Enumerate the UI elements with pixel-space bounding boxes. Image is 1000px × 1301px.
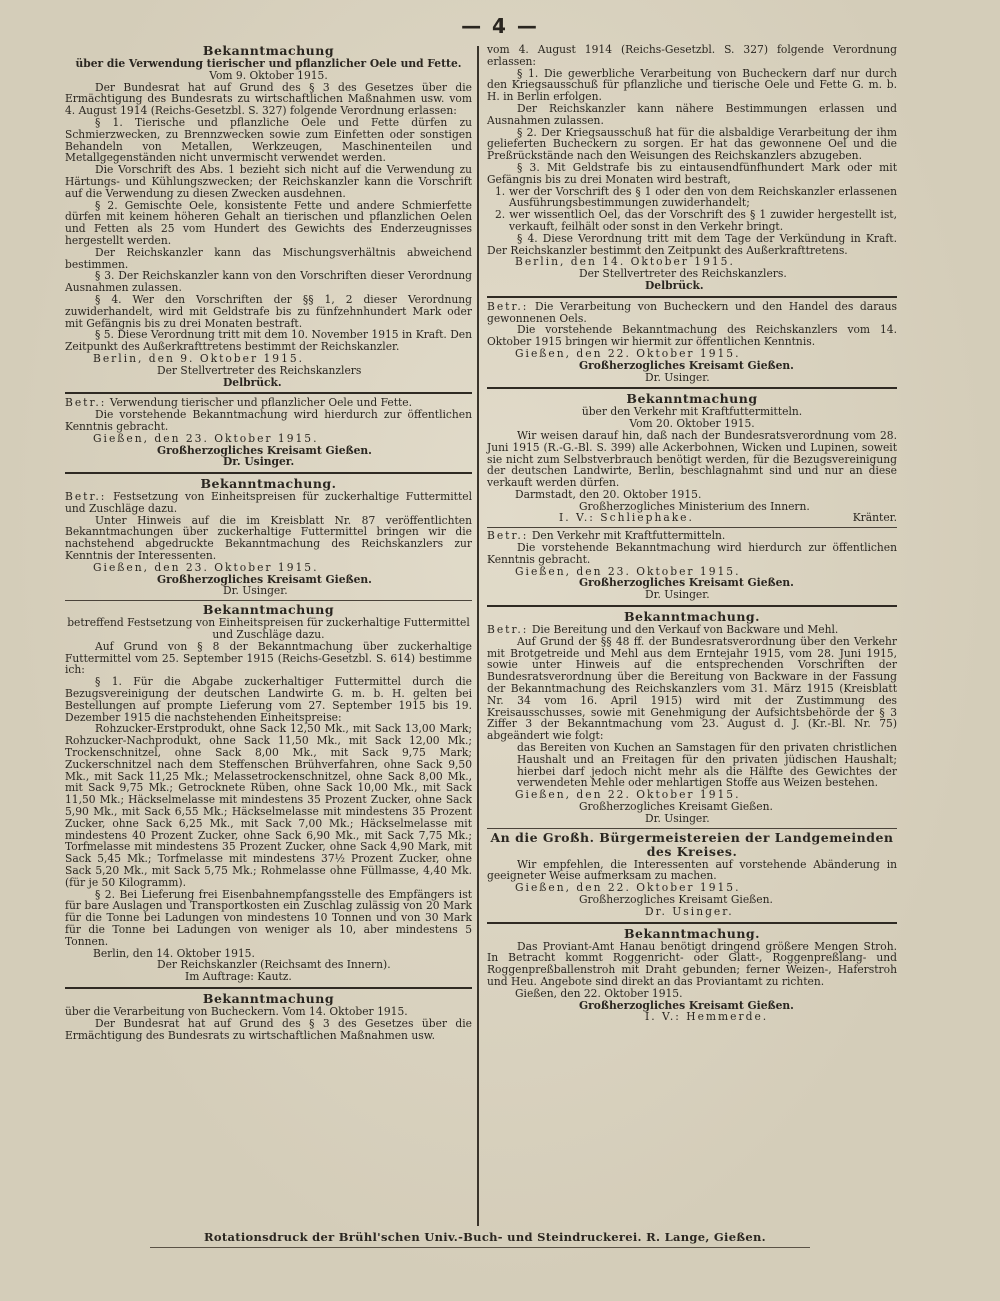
paragraph: Auf Grund der §§ 48 ff. der Bundesratsverordnung über den Verkehr mit Brotgetreide und Mehl aus dem Erntejahr 1915, vom 28. Juni 1915, sowie unter Hinweis auf die entsprechenden Vorschriften der Bundesratsverordnung über die Bereitung von Backware in der Fassung der Bekanntmachung des Reichskanzlers vom 31. März 1915 (Kreisblatt Nr. 34 vom 16. April 1915) wird mit der Zustimmung des Kreisausschusses, sowie mit Genehmigung der Aufsichtsbehörde der § 3 Ziffer 3 der Bekanntmachung vom 23. August d. J. (Kr.-Bl. Nr. 75) abgeändert wie folgt: (487, 634, 897, 743)
place-date: Berlin, den 14. Oktober 1915. (93, 946, 255, 960)
betr-label: Betr.: (487, 623, 529, 637)
section-divider (487, 605, 897, 607)
notice-title: Bekanntmachung (626, 391, 758, 407)
paragraph: § 1. Die gewerbliche Verarbeitung von Bucheckern darf nur durch den Kriegsausschuß für pflanzliche und tierische Oele und Fette G. m. b. H. in Berlin erfolgen. (487, 66, 897, 104)
place-date: Gießen, den 22. Oktober 1915. (515, 986, 683, 1000)
signature-name: I. V.: Hemmerde. (645, 1010, 769, 1024)
paragraph: Die vorstehende Bekanntmachung wird hierdurch zur öffentlichen Kenntnis gebracht. (65, 408, 472, 433)
paragraph: § 5. Diese Verordnung tritt mit dem 10. November 1915 in Kraft. Den Zeitpunkt des Außerkrafttretens bestimmt der Reichskanzler. (65, 328, 472, 354)
notice-title: Bekanntmachung (202, 43, 335, 58)
signature-name: Delbrück. (223, 375, 282, 389)
list-item: 2. wer wissentlich Oel, das der Vorschrift des § 1 zuwider hergestellt ist, verkauft, feilhält oder sonst in den Verkehr bringt. (495, 208, 897, 233)
notice-title: Bekanntmachung (202, 990, 335, 1006)
page-number: — 4 — (461, 14, 539, 38)
place-date: Gießen, den 23. Oktober 1915. (93, 431, 319, 445)
notice-title: Bekanntmachung. (200, 476, 337, 492)
paragraph: vom 4. August 1914 (Reichs-Gesetzbl. S. 327) folgende Verordnung erlassen: (487, 43, 897, 68)
signature-title: Der Reichskanzler (Reichsamt des Innern). (157, 958, 391, 972)
paragraph: § 2. Der Kriegsausschuß hat für die alsbaldige Verarbeitung der ihm gelieferten Bucheckern zu sorgen. Er hat das gewonnene Oel und die Preßrückstände nach den Weisungen des Reichskanzlers abzugeben. (487, 125, 897, 163)
paragraph: § 3. Mit Geldstrafe bis zu eintausendfünfhundert Mark oder mit Gefängnis bis zu drei Monaten wird bestraft, (487, 160, 897, 186)
paragraph: Der Bundesrat hat auf Grund des § 3 des Gesetzes über die Ermächtigung des Bundesrats zu wirtschaftlichen Maßnahmen usw. vom 4. August 1914 (Reichs-Gesetzbl. S. 327) folgende Verordnung erlassen: (65, 80, 472, 118)
signature-name: Dr. Usinger. (645, 370, 710, 384)
section-divider (487, 296, 897, 298)
paragraph: Der Bundesrat hat auf Grund des § 3 des Gesetzes über die Ermächtigung des Bundesrats zu wirtschaftlichen Maßnahmen usw. (65, 1016, 472, 1042)
betr-label: Betr.: (487, 299, 529, 313)
notice-futter (65, 477, 472, 597)
signature-title: Der Stellvertreter des Reichskanzlers. (579, 267, 787, 281)
section-divider (487, 828, 897, 829)
paragraph: Wir empfehlen, die Interessenten auf vorstehende Abänderung in geeigneter Weise aufmerksam zu machen. (487, 857, 897, 883)
place-date: Gießen, den 22. Oktober 1915. (515, 788, 741, 802)
price-list: Rohzucker-Erstprodukt, ohne Sack 12,50 Mk., mit Sack 13,00 Mark; Rohzucker-Nachprodukt, ohne Sack 11,50 Mk., mit Sack 12,00 Mk.; Trockenschnitzel, ohne Sack 8,00 Mk., mit Sack 9,75 Mark; Zuckerschnitzel nach dem Steffenschen Brühverfahren, ohne Sack 9,50 Mk., mit Sack 11,25 Mk.; Melassetrockenschnitzel, ohne Sack 8,00 Mk., mit Sack 9,75 Mk.; Getrocknete Rüben, ohne Sack 10,00 Mk., mit Sack 11,50 Mk.; Häckselmelasse mit mindestens 35 Prozent Zucker, ohne Sack 5,90 Mk., mit Sack 6,55 Mk.; Häckselmelasse mit mindestens 35 Prozent Zucker, ohne Sack 6,25 Mk., mit Sack 7,00 Mk.; Häckselmelasse mit mindestens 40 Prozent Zucker, ohne Sack 6,90 Mk., mit Sack 7,75 Mk.; Torfmelasse mit mindestens 35 Prozent Zucker, ohne Sack 4,90 Mark, mit Sack 5,45 Mk.; Torfmelasse mit mindestens 37½ Prozent Zucker, ohne Sack 5,20 Mk., mit Sack 5,75 Mk.; Rohmelasse ohne Füllmasse, 4,40 Mk. (für je 50 Kilogramm). (65, 722, 472, 889)
place-date: Berlin, den 14. Oktober 1915. (515, 255, 735, 269)
place-date: Gießen, den 23. Oktober 1915. (93, 560, 319, 574)
notice-proviant (487, 927, 897, 1024)
signature-name: Dr. Usinger. (645, 904, 734, 918)
notice-subtitle: über den Verkehr mit Kraftfuttermitteln. (581, 405, 803, 419)
paragraph: Auf Grund von § 8 der Bekanntmachung über zuckerhaltige Futtermittel vom 25. September 1915 (Reichs-Gesetzbl. S. 614) bestimme ich: (65, 639, 472, 677)
notice-subtitle: über die Verwendung tierischer und pflanzlicher Oele und Fette. (75, 57, 462, 70)
betr-subject: Verwendung tierischer und pflanzlicher Oele und Fette. (109, 396, 413, 410)
notice-bucheckern (65, 992, 472, 1041)
section-divider (487, 527, 897, 528)
notice-betr-oele (65, 397, 472, 468)
paragraph: Das Proviant-Amt Hanau benötigt dringend größere Mengen Stroh. In Betracht kommt Roggenricht- oder Glatt-, Roggenpreßlang- und Roggenpreßballenstroh mit Draht gebunden; ferner Weizen-, Haferstroh und Heu. Angebote sind direkt an das Proviantamt zu richten. (487, 939, 897, 988)
betr-subject: Die Bereitung und den Verkauf von Backware und Mehl. (531, 623, 839, 637)
section-divider (487, 922, 897, 924)
column-divider (477, 46, 479, 1226)
paragraph: § 3. Der Reichskanzler kann von den Vorschriften dieser Verordnung Ausnahmen zulassen. (65, 269, 472, 295)
place-date: Gießen, den 23. Oktober 1915. (515, 564, 741, 578)
betr-subject: Festsetzung von Einheitspreisen für zuckerhaltige Futtermittel und Zuschläge dazu. (65, 490, 472, 515)
office-name: Großherzogliches Ministerium des Innern. (579, 499, 810, 513)
betr-label: Betr.: (65, 396, 107, 410)
notice-betr-kraftfutter (487, 530, 897, 601)
signature-name: I. V.: Schliephake. (559, 511, 694, 525)
paragraph: § 1. Für die Abgabe zuckerhaltiger Futtermittel durch die Bezugsvereinigung der deutschen Landwirte G. m. b. H. gelten bei Bestellungen auf prompte Lieferung vom 27. September 1915 bis 19. Dezember 1915 die nachstehenden Einheitspreise: (65, 675, 472, 724)
notice-title: Bekanntmachung. (623, 925, 761, 941)
office-name: Großherzogliches Kreisamt Gießen. (579, 893, 773, 906)
paragraph: § 2. Gemischte Oele, konsistente Fette und andere Schmierfette dürfen mit keinem höheren Gehalt an tierischen und pflanzlichen Oelen und Fetten als 25 vom Hundert des Gewichts des Enderzeugnisses hergestellt werden. (65, 198, 472, 247)
betr-subject: Den Verkehr mit Kraftfuttermitteln. (531, 529, 726, 543)
office-name: Großherzogliches Kreisamt Gießen. (579, 576, 794, 590)
printer-imprint: Rotationsdruck der Brühl'schen Univ.-Buch- und Steindruckerei. R. Lange, Gießen. (204, 1230, 766, 1244)
right-column (487, 44, 897, 1023)
signature-name: Dr. Usinger. (645, 588, 710, 602)
section-divider (65, 392, 472, 394)
left-column (65, 44, 472, 1041)
office-name: Großherzogliches Kreisamt Gießen. (157, 572, 372, 586)
place-date: Darmstadt, den 20. Oktober 1915. (515, 487, 702, 501)
section-divider (65, 987, 472, 989)
section-divider (65, 472, 472, 474)
notice-title: Bekanntmachung (202, 602, 335, 618)
notice-kraftfutter (487, 392, 897, 524)
notice-oele (65, 44, 472, 388)
office-name: Großherzogliches Kreisamt Gießen. (579, 800, 773, 814)
paragraph: § 2. Bei Lieferung frei Eisenbahnempfangsstelle des Empfängers ist für bare Auslagen und Transportkosten ein Zuschlag zulässig von 20 Mark für die Tonne bei Ladungen von mindestens 10 Tonnen und von 30 Mark für die Tonne bei Ladungen von weniger als 10, aber mindestens 5 Tonnen. (65, 887, 472, 948)
paragraph: Die vorstehende Bekanntmachung des Reichskanzlers vom 14. Oktober 1915 bringen wir hiermit zur öffentlichen Kenntnis. (487, 323, 897, 349)
paragraph: Unter Hinweis auf die im Kreisblatt Nr. 87 veröffentlichten Bekanntmachungen über zuckerhaltige Futtermittel bringen wir die nachstehend abgedruckte Bekanntmachung des Reichskanzlers zur Kenntnis der Interessenten. (65, 513, 472, 563)
notice-subtitle: betreffend Festsetzung von Einheitspreisen für zuckerhaltige Futtermittel und Zuschläge dazu. (67, 616, 470, 642)
footer-rule (150, 1247, 810, 1248)
signature-name: Dr. Usinger. (223, 584, 288, 598)
paragraph: Die vorstehende Bekanntmachung wird hierdurch zur öffentlichen Kenntnis gebracht. (487, 541, 897, 566)
list-item: 1. wer der Vorschrift des § 1 oder den von dem Reichskanzler erlassenen Ausführungsbestimmungen zuwiderhandelt; (495, 184, 897, 210)
notice-backware (487, 610, 897, 825)
paragraph: § 1. Tierische und pflanzliche Oele und Fette dürfen zu Schmierzwecken, zu Brennzwecken sowie zum Einfetten oder sonstigen Behandeln von Metallen, Werkzeugen, Maschinenteilen und Metallgegenständen nicht unvermischt verwendet werden. (65, 115, 472, 165)
signature-name: Dr. Usinger. (645, 811, 710, 825)
betr-label: Betr.: (487, 529, 529, 543)
signature-name: Kränter. (852, 511, 897, 525)
paragraph: Der Reichskanzler kann nähere Bestimmungen erlassen und Ausnahmen zulassen. (487, 101, 897, 127)
paragraph: Der Reichskanzler kann das Mischungsverhältnis abweichend bestimmen. (65, 245, 472, 271)
notice-date: Vom 9. Oktober 1915. (209, 68, 328, 82)
signature-title: Der Stellvertreter des Reichskanzlers (157, 363, 362, 377)
notice-date: Vom 20. Oktober 1915. (629, 417, 755, 431)
signature-name: Im Auftrage: Kautz. (185, 970, 292, 984)
place-date: Gießen, den 22. Oktober 1915. (515, 881, 741, 895)
notice-buergermeistereien (487, 831, 897, 918)
paragraph: § 4. Wer den Vorschriften der §§ 1, 2 dieser Verordnung zuwiderhandelt, wird mit Geldstrafe bis zu fünfzehnhundert Mark oder mit Gefängnis bis zu drei Monaten bestraft. (65, 292, 472, 330)
section-divider (65, 600, 472, 601)
place-date: Gießen, den 22. Oktober 1915. (515, 346, 741, 360)
office-name: Großherzogliches Kreisamt Gießen. (579, 998, 794, 1012)
notice-subtitle: über die Verarbeitung von Bucheckern. Vom 14. Oktober 1915. (65, 1004, 408, 1018)
notice-betr-bucheckern (487, 301, 897, 384)
betr-subject: Die Verarbeitung von Bucheckern und den Handel des daraus gewonnenen Oels. (487, 299, 897, 325)
notice-einheitspreise (65, 603, 472, 983)
notice-title: An die Großh. Bürgermeistereien der Landgemeinden des Kreises. (490, 829, 894, 859)
paragraph: Die Vorschrift des Abs. 1 bezieht sich nicht auf die Verwendung zu Härtungs- und Kühlungszwecken; der Reichskanzler kann die Vorschrift auf die Verwendung zu diesen Zwecken ausdehnen. (65, 163, 472, 200)
office-name: Großherzogliches Kreisamt Gießen. (579, 358, 794, 372)
quoted-amendment: das Bereiten von Kuchen an Samstagen für den privaten christlichen Haushalt und an Freitagen für den privaten jüdischen Haushalt; hierbei darf jedoch nicht mehr als die Hälfte des Gewichtes der verwendeten Mehle oder mehlartigen Stoffe aus Weizen bestehen. (517, 741, 897, 790)
section-divider (487, 387, 897, 389)
office-name: Großherzogliches Kreisamt Gießen. (157, 443, 372, 457)
paragraph: § 4. Diese Verordnung tritt mit dem Tage der Verkündung in Kraft. Der Reichskanzler bestimmt den Zeitpunkt des Außerkrafttretens. (487, 231, 897, 257)
paragraph: Wir weisen darauf hin, daß nach der Bundesratsverordnung vom 28. Juni 1915 (R.-G.-Bl. S. 399) alle Ackerbohnen, Wicken und Lupinen, soweit sie nicht zum Selbstverbrauch benötigt werden, für die Bezugsvereinigung der deutschen Landwirte, Berlin, beschlagnahmt sind und nur an diese verkauft werden dürfen. (487, 428, 897, 490)
betr-label: Betr.: (65, 490, 107, 504)
notice-title: Bekanntmachung. (623, 609, 761, 625)
notice-bucheckern-continued (487, 44, 897, 292)
signature-name: Delbrück. (645, 278, 704, 292)
place-date: Berlin, den 9. Oktober 1915. (93, 351, 305, 365)
signature-name: Dr. Usinger. (223, 455, 295, 469)
